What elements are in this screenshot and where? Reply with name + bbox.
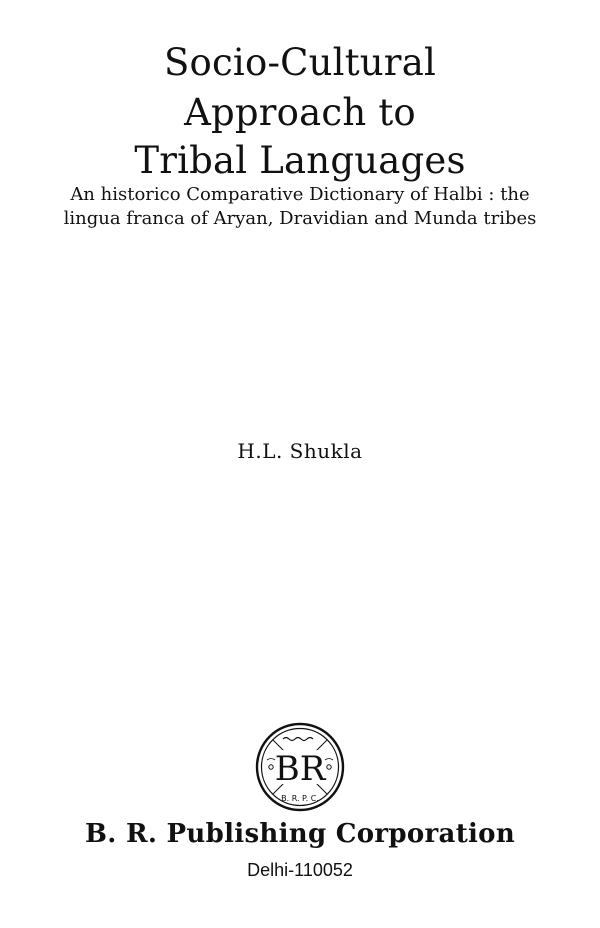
publisher-city: Delhi-110052: [247, 860, 353, 880]
publisher-name: B. R. Publishing Corporation: [84, 819, 516, 849]
book-title-line-2: Approach to: [184, 91, 416, 134]
subtitle-line-1: An historico Comparative Dictionary of Halbi : the: [70, 184, 530, 205]
subtitle-line-2: lingua franca of Aryan, Dravidian and Munda tribes: [63, 208, 537, 229]
logo-monogram: BR: [274, 749, 326, 789]
logo-caption: B. R. P. C.: [281, 794, 319, 803]
publisher-logo-icon: [255, 722, 345, 812]
author-name: H.L. Shukla: [237, 439, 363, 463]
book-title-line-1: Socio-Cultural: [163, 41, 436, 84]
book-title-line-3: Tribal Languages: [134, 139, 466, 182]
